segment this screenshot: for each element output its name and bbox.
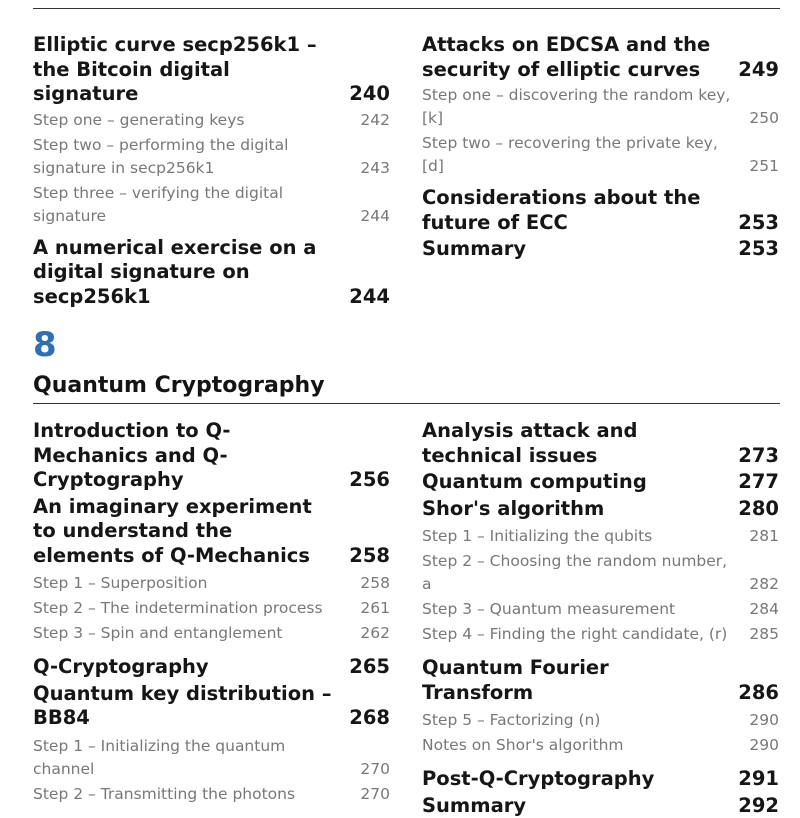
toc-heading-entry[interactable] <box>422 470 779 495</box>
toc-entry-page: 282 <box>749 573 779 596</box>
toc-entry-title: Shor's algorithm <box>422 497 738 522</box>
toc-entry-title: Step 1 – Initializing the qubits <box>422 525 749 548</box>
toc-heading-entry[interactable] <box>33 419 390 493</box>
toc-subentry[interactable] <box>422 132 779 178</box>
toc-entry-title: Step 4 – Finding the right candidate, (r) <box>422 623 749 646</box>
toc-entry-title: Step 1 – Superposition <box>33 572 360 595</box>
toc-bottom-right-column <box>422 419 779 818</box>
toc-entry-title: Considerations about the future of ECC <box>422 186 738 235</box>
toc-heading-entry[interactable] <box>422 33 779 82</box>
toc-subentry[interactable] <box>33 622 390 645</box>
toc-entry-title: Step 1 – Initializing the quantum channel <box>33 735 360 781</box>
chapter-title: Quantum Cryptography <box>33 372 325 400</box>
toc-entry-page: 292 <box>738 794 779 818</box>
toc-bottom-left-column <box>33 419 390 806</box>
toc-entry-title: A numerical exercise on a digital signature on secp256k1 <box>33 236 349 310</box>
toc-entry-page: 290 <box>749 734 779 757</box>
toc-heading-entry[interactable] <box>422 419 779 468</box>
toc-heading-entry[interactable] <box>422 794 779 818</box>
toc-entry-page: 290 <box>749 709 779 732</box>
toc-heading-entry[interactable] <box>33 33 390 107</box>
toc-entry-page: 281 <box>749 525 779 548</box>
toc-entry-page: 285 <box>749 623 779 646</box>
toc-entry-title: Step one – discovering the random key, [k] <box>422 84 749 130</box>
toc-entry-page: 250 <box>749 107 779 130</box>
toc-subentry[interactable] <box>422 550 779 596</box>
toc-subentry[interactable] <box>422 598 779 621</box>
toc-entry-title: Summary <box>422 794 738 818</box>
toc-subentry[interactable] <box>33 109 390 132</box>
toc-entry-title: Quantum key distribution – BB84 <box>33 682 349 731</box>
toc-entry-title: Quantum Fourier Transform <box>422 656 738 705</box>
toc-subentry[interactable] <box>33 182 390 228</box>
toc-subentry[interactable] <box>33 134 390 180</box>
toc-subentry[interactable] <box>422 525 779 548</box>
toc-entry-page: 277 <box>738 470 779 495</box>
toc-entry-page: 270 <box>360 783 390 806</box>
toc-entry-title: Attacks on EDCSA and the security of elliptic curves <box>422 33 738 82</box>
toc-entry-page: 253 <box>738 237 779 262</box>
toc-entry-page: 280 <box>738 497 779 522</box>
toc-subentry[interactable] <box>422 734 779 757</box>
toc-entry-page: 268 <box>349 706 390 731</box>
toc-subentry[interactable] <box>33 597 390 620</box>
toc-entry-title: Introduction to Q-Mechanics and Q-Cryptography <box>33 419 349 493</box>
toc-entry-page: 251 <box>749 155 779 178</box>
toc-entry-page: 244 <box>349 285 390 310</box>
top-rule <box>33 8 780 9</box>
toc-spacer <box>422 178 779 186</box>
toc-entry-page: 291 <box>738 767 779 792</box>
toc-entry-title: Q-Cryptography <box>33 655 349 680</box>
toc-heading-entry[interactable] <box>422 497 779 522</box>
toc-entry-title: Step 2 – Transmitting the photons <box>33 783 360 806</box>
toc-entry-page: 262 <box>360 622 390 645</box>
toc-heading-entry[interactable] <box>33 236 390 310</box>
toc-entry-page: 249 <box>738 58 779 83</box>
toc-entry-title: Step one – generating keys <box>33 109 360 132</box>
toc-spacer <box>422 757 779 767</box>
toc-heading-entry[interactable] <box>33 495 390 569</box>
toc-entry-title: Step three – verifying the digital signature <box>33 182 360 228</box>
toc-entry-page: 256 <box>349 468 390 493</box>
toc-entry-title: Analysis attack and technical issues <box>422 419 738 468</box>
toc-heading-entry[interactable] <box>422 186 779 235</box>
toc-heading-entry[interactable] <box>33 655 390 680</box>
toc-entry-page: 258 <box>349 544 390 569</box>
toc-subentry[interactable] <box>33 783 390 806</box>
toc-entry-page: 258 <box>360 572 390 595</box>
toc-subentry[interactable] <box>422 709 779 732</box>
toc-entry-title: Step two – recovering the private key, [d] <box>422 132 749 178</box>
toc-spacer <box>33 228 390 236</box>
toc-top-left-column <box>33 33 390 309</box>
toc-entry-page: 265 <box>349 655 390 680</box>
toc-entry-page: 244 <box>360 205 390 228</box>
chapter-number: 8 <box>33 325 57 365</box>
toc-spacer <box>33 645 390 655</box>
toc-entry-title: Step two – performing the digital signature in secp256k1 <box>33 134 360 180</box>
toc-entry-title: Step 5 – Factorizing (n) <box>422 709 749 732</box>
chapter-rule <box>33 403 780 404</box>
toc-entry-title: Step 3 – Quantum measurement <box>422 598 749 621</box>
toc-subentry[interactable] <box>33 735 390 781</box>
toc-heading-entry[interactable] <box>422 656 779 705</box>
toc-entry-title: Step 3 – Spin and entanglement <box>33 622 360 645</box>
toc-entry-page: 243 <box>360 157 390 180</box>
toc-spacer <box>422 646 779 656</box>
toc-entry-title: Quantum computing <box>422 470 738 495</box>
toc-entry-page: 286 <box>738 681 779 706</box>
toc-entry-title: Step 2 – The indetermination process <box>33 597 360 620</box>
toc-entry-page: 242 <box>360 109 390 132</box>
toc-entry-title: Summary <box>422 237 738 262</box>
toc-top-right-column <box>422 33 779 262</box>
toc-entry-page: 270 <box>360 758 390 781</box>
toc-heading-entry[interactable] <box>422 237 779 262</box>
toc-heading-entry[interactable] <box>422 767 779 792</box>
toc-entry-title: Notes on Shor's algorithm <box>422 734 749 757</box>
toc-subentry[interactable] <box>422 623 779 646</box>
toc-entry-page: 284 <box>749 598 779 621</box>
toc-entry-title: Step 2 – Choosing the random number, a <box>422 550 749 596</box>
toc-entry-page: 240 <box>349 82 390 107</box>
toc-subentry[interactable] <box>422 84 779 130</box>
toc-entry-title: Elliptic curve secp256k1 – the Bitcoin digital signature <box>33 33 349 107</box>
toc-entry-page: 273 <box>738 444 779 469</box>
toc-entry-title: An imaginary experiment to understand the elements of Q-Mechanics <box>33 495 349 569</box>
toc-entry-page: 253 <box>738 211 779 236</box>
toc-entry-page: 261 <box>360 597 390 620</box>
toc-subentry[interactable] <box>33 572 390 595</box>
toc-heading-entry[interactable] <box>33 682 390 731</box>
toc-entry-title: Post-Q-Cryptography <box>422 767 738 792</box>
